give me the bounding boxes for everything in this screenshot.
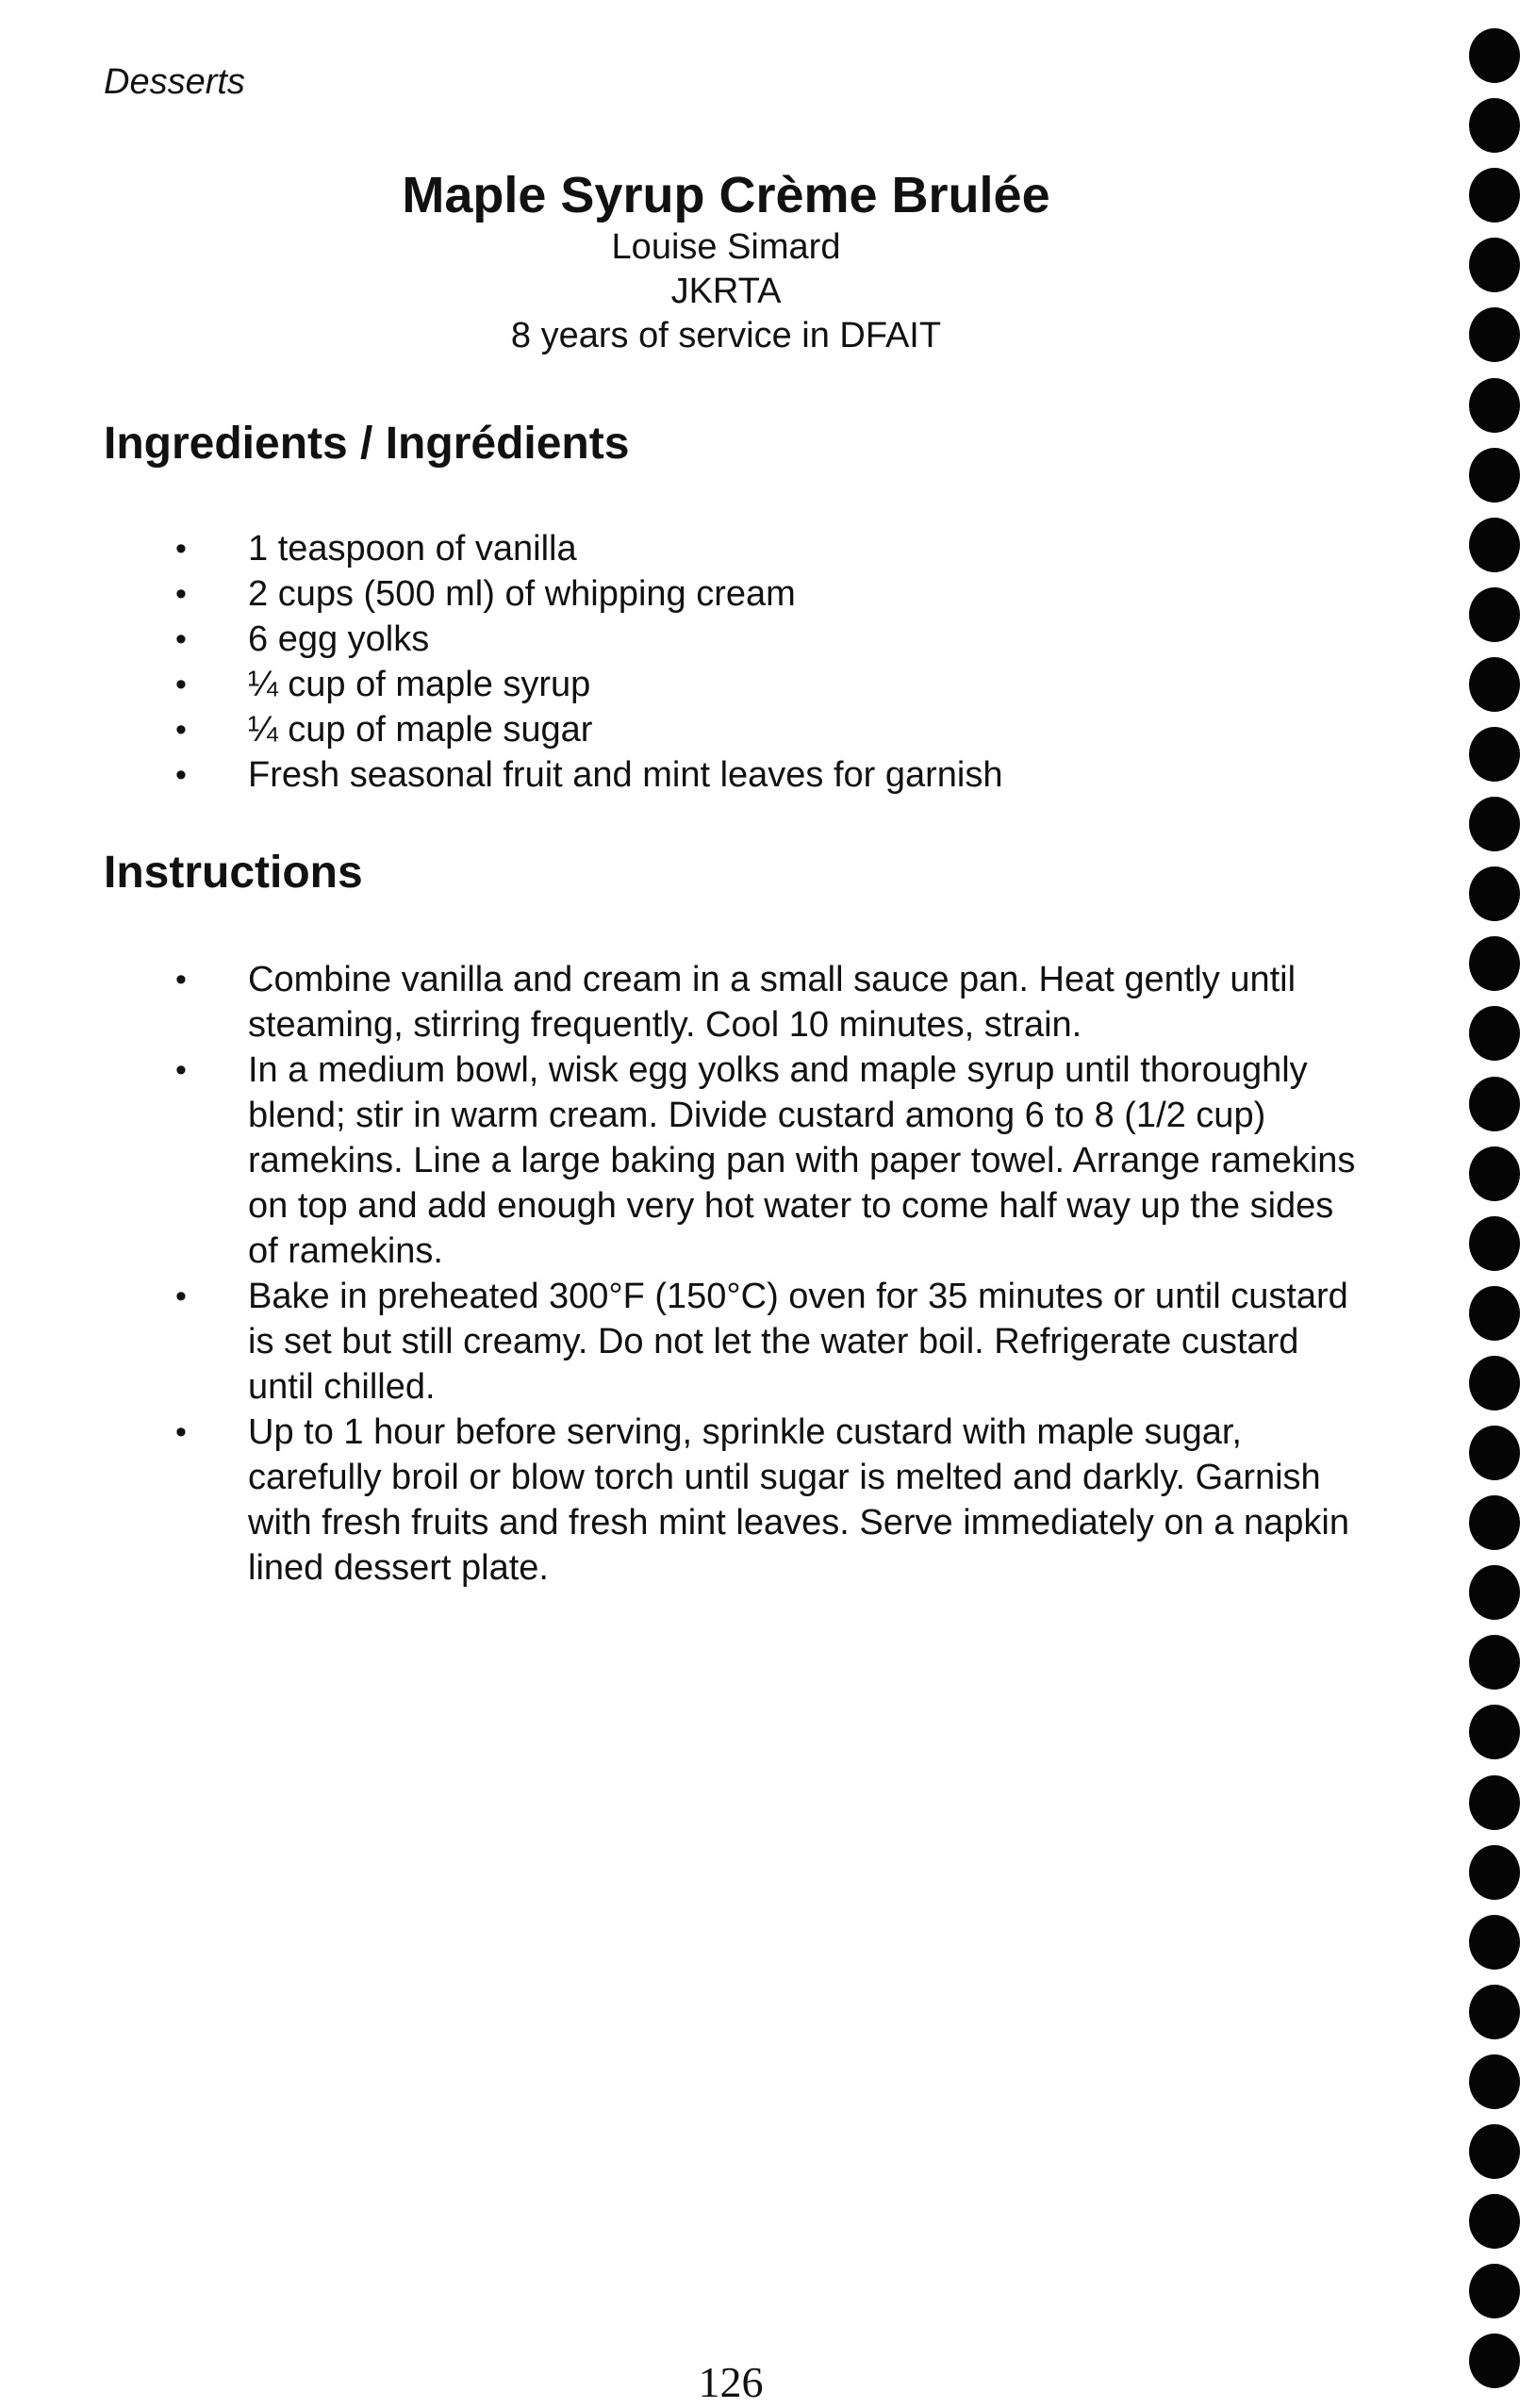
- ingredient-text: 1 teaspoon of vanilla: [248, 529, 577, 569]
- ingredient-text: Fresh seasonal fruit and mint leaves for garnish: [248, 755, 1003, 795]
- list-item: [0, 1410, 1358, 1591]
- instruction-text: Up to 1 hour before serving, sprinkle custard with maple sugar, carefully broil or blow torch until sugar is melted and darkly. Garnish with fresh fruits and fresh mint leaves. Serve immediately on a napkin lined dessert plate.: [248, 1412, 1349, 1588]
- list-item: [0, 571, 1226, 617]
- binding-hole-icon: [1469, 797, 1520, 851]
- binding-hole-icon: [1469, 1146, 1520, 1201]
- binding-hole-icon: [1469, 936, 1520, 991]
- binding-hole-icon: [1469, 1426, 1520, 1480]
- binding-hole-icon: [1469, 1845, 1520, 1900]
- binding-hole-icon: [1469, 866, 1520, 921]
- binding-hole-icon: [1469, 1635, 1520, 1690]
- list-item: [0, 1274, 1358, 1410]
- list-item: [0, 752, 1226, 798]
- binding-hole-icon: [1469, 2264, 1520, 2318]
- instructions-list: [0, 957, 1358, 1591]
- title-block: [255, 165, 1197, 358]
- binding-hole-icon: [1469, 2124, 1520, 2179]
- list-item: [0, 707, 1226, 752]
- bullet-icon: •: [175, 1052, 187, 1088]
- binding-hole-icon: [1469, 1495, 1520, 1550]
- ingredient-text: ¼ cup of maple syrup: [248, 665, 591, 704]
- bullet-icon: •: [175, 1414, 187, 1450]
- instruction-text: Combine vanilla and cream in a small sauce pan. Heat gently until steaming, stirring frequently. Cool 10 minutes, strain.: [248, 960, 1297, 1045]
- bullet-icon: •: [175, 757, 187, 793]
- recipe-title: Maple Syrup Crème Brulée: [402, 167, 1050, 223]
- binding-hole-icon: [1469, 1006, 1520, 1061]
- list-item: [0, 526, 1226, 571]
- bullet-icon: •: [175, 576, 187, 612]
- binding-hole-icon: [1469, 2054, 1520, 2109]
- list-item: [0, 957, 1358, 1047]
- bullet-icon: •: [175, 667, 187, 702]
- author-division: JKRTA: [670, 272, 782, 311]
- binding-hole-icon: [1469, 238, 1520, 292]
- binding-hole-icon: [1469, 448, 1520, 503]
- ingredient-text: 2 cups (500 ml) of whipping cream: [248, 574, 796, 614]
- page-number: 126: [698, 2358, 764, 2406]
- binding-hole-icon: [1469, 1915, 1520, 1970]
- binding-hole-icon: [1469, 518, 1520, 572]
- binding-hole-icon: [1469, 307, 1520, 362]
- binding-hole-icon: [1469, 587, 1520, 642]
- binding-hole-icon: [1469, 2194, 1520, 2249]
- list-item: [0, 662, 1226, 707]
- instruction-text: In a medium bowl, wisk egg yolks and maple syrup until thoroughly blend; stir in warm cream. Divide custard among 6 to 8 (1/2 cup) ramekins. Line a large baking pan with paper towel. Arrange ramekins on top and add enough very hot water to come half way up the sides of ramekins.: [248, 1050, 1356, 1271]
- author-service: 8 years of service in DFAIT: [510, 316, 942, 355]
- binding-holes: [1469, 28, 1520, 2404]
- binding-hole-icon: [1469, 1985, 1520, 2039]
- binding-hole-icon: [1469, 378, 1520, 433]
- bullet-icon: •: [175, 621, 187, 657]
- list-item: [0, 1047, 1358, 1274]
- instruction-text: Bake in preheated 300°F (150°C) oven for 35 minutes or until custard is set but still creamy. Do not let the water boil. Refrigerate custard until chilled.: [248, 1277, 1348, 1407]
- ingredient-text: ¼ cup of maple sugar: [248, 710, 593, 750]
- binding-hole-icon: [1469, 98, 1520, 153]
- ingredient-text: 6 egg yolks: [248, 619, 430, 659]
- binding-hole-icon: [1469, 1565, 1520, 1620]
- section-label: Desserts: [104, 62, 245, 102]
- author-name: Louise Simard: [611, 227, 841, 267]
- list-item: [0, 617, 1226, 662]
- ingredients-list: [0, 526, 1226, 798]
- binding-hole-icon: [1469, 1216, 1520, 1271]
- bullet-icon: •: [175, 531, 187, 567]
- bullet-icon: •: [175, 1278, 187, 1314]
- binding-hole-icon: [1469, 1286, 1520, 1341]
- binding-hole-icon: [1469, 1775, 1520, 1830]
- binding-hole-icon: [1469, 1356, 1520, 1410]
- bullet-icon: •: [175, 712, 187, 748]
- binding-hole-icon: [1469, 727, 1520, 782]
- ingredients-heading: Ingredients / Ingrédients: [104, 419, 630, 469]
- binding-hole-icon: [1469, 1077, 1520, 1131]
- binding-hole-icon: [1469, 168, 1520, 223]
- binding-hole-icon: [1469, 28, 1520, 83]
- binding-hole-icon: [1469, 657, 1520, 712]
- instructions-heading: Instructions: [104, 848, 363, 898]
- binding-hole-icon: [1469, 1705, 1520, 1759]
- bullet-icon: •: [175, 962, 187, 998]
- binding-hole-icon: [1469, 2334, 1520, 2388]
